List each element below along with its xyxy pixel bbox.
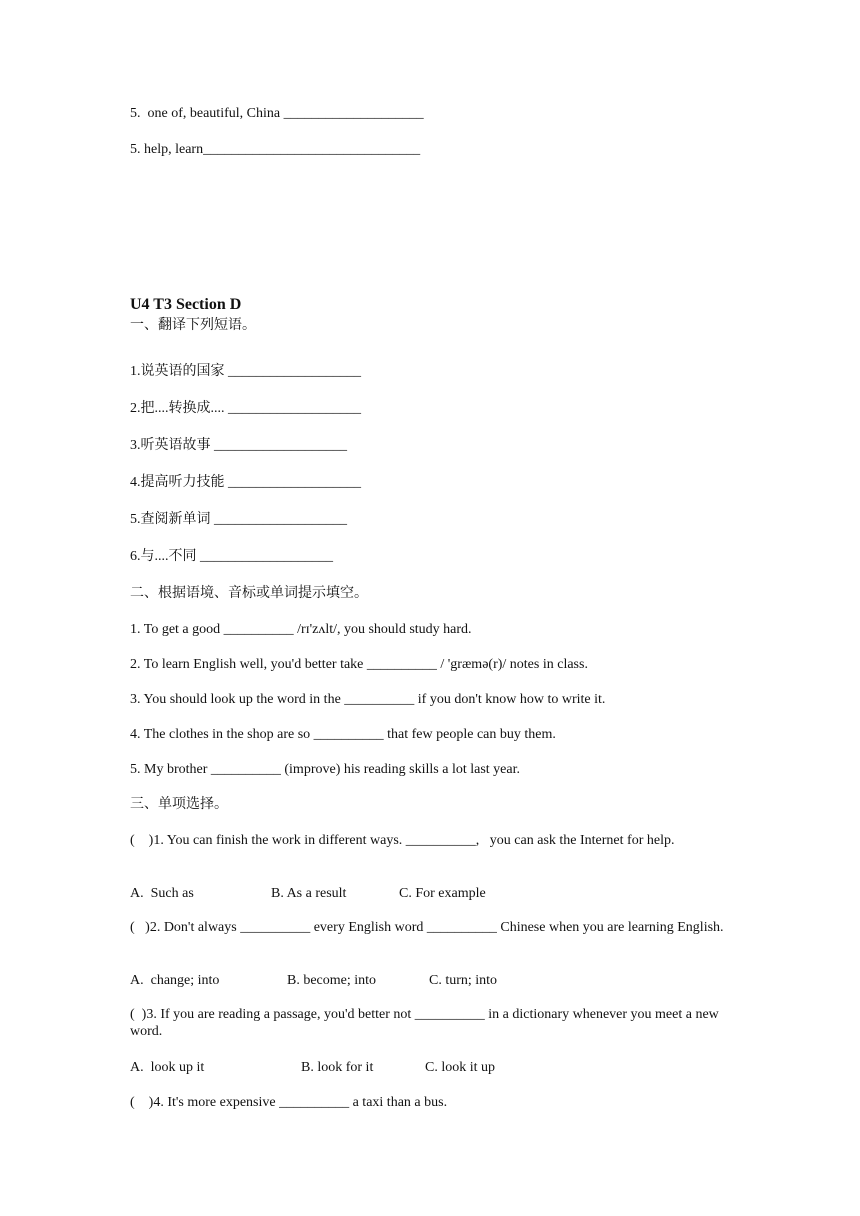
part1-item: 2.把....转换成.... ___________________ [130, 401, 361, 416]
part1-heading: 一、翻译下列短语。 [130, 318, 256, 333]
part2-item: 5. My brother __________ (improve) his reading skills a lot last year. [130, 762, 520, 777]
part3-heading: 三、单项选择。 [130, 797, 228, 812]
part3-question-stem: ( )1. You can finish the work in different ways. __________, you can ask the Internet for help. [130, 833, 675, 848]
part3-option: A. look up it [130, 1060, 205, 1075]
part1-item: 5.查阅新单词 ___________________ [130, 512, 347, 527]
part3-option: B. look for it [301, 1060, 374, 1075]
part3-option: C. look it up [425, 1060, 496, 1075]
prev-question-5b: 5. help, learn_______________________________ [130, 142, 421, 157]
part3-question-stem: ( )4. It's more expensive __________ a taxi than a bus. [130, 1095, 448, 1110]
part2-item: 2. To learn English well, you'd better take __________ / 'græmə(r)/ notes in class. [130, 657, 588, 672]
part3-option: C. turn; into [429, 973, 498, 988]
part3-option: C. For example [399, 886, 486, 901]
part3-option: B. become; into [287, 973, 377, 988]
part1-item: 6.与....不同 ___________________ [130, 549, 333, 564]
part3-option: B. As a result [271, 886, 347, 901]
part1-item: 4.提高听力技能 ___________________ [130, 475, 361, 490]
part3-question-stem: ( )2. Don't always __________ every English word __________ Chinese when you are learning English. [130, 920, 724, 935]
section-title: U4 T3 Section D [130, 296, 242, 313]
part3-option: A. change; into [130, 973, 220, 988]
prev-question-5a: 5. one of, beautiful, China ____________________ [130, 106, 424, 121]
part3-option: A. Such as [130, 886, 194, 901]
part2-item: 1. To get a good __________ /rɪ'zʌlt/, you should study hard. [130, 622, 472, 637]
part1-item: 3.听英语故事 ___________________ [130, 438, 347, 453]
part3-question-stem: ( )3. If you are reading a passage, you'd better not __________ in a dictionary whenever you meet a new word. [130, 1007, 723, 1039]
part2-heading: 二、根据语境、音标或单词提示填空。 [130, 586, 368, 601]
part2-item: 3. You should look up the word in the __________ if you don't know how to write it. [130, 692, 606, 707]
part1-item: 1.说英语的国家 ___________________ [130, 364, 361, 379]
part2-item: 4. The clothes in the shop are so __________ that few people can buy them. [130, 727, 556, 742]
